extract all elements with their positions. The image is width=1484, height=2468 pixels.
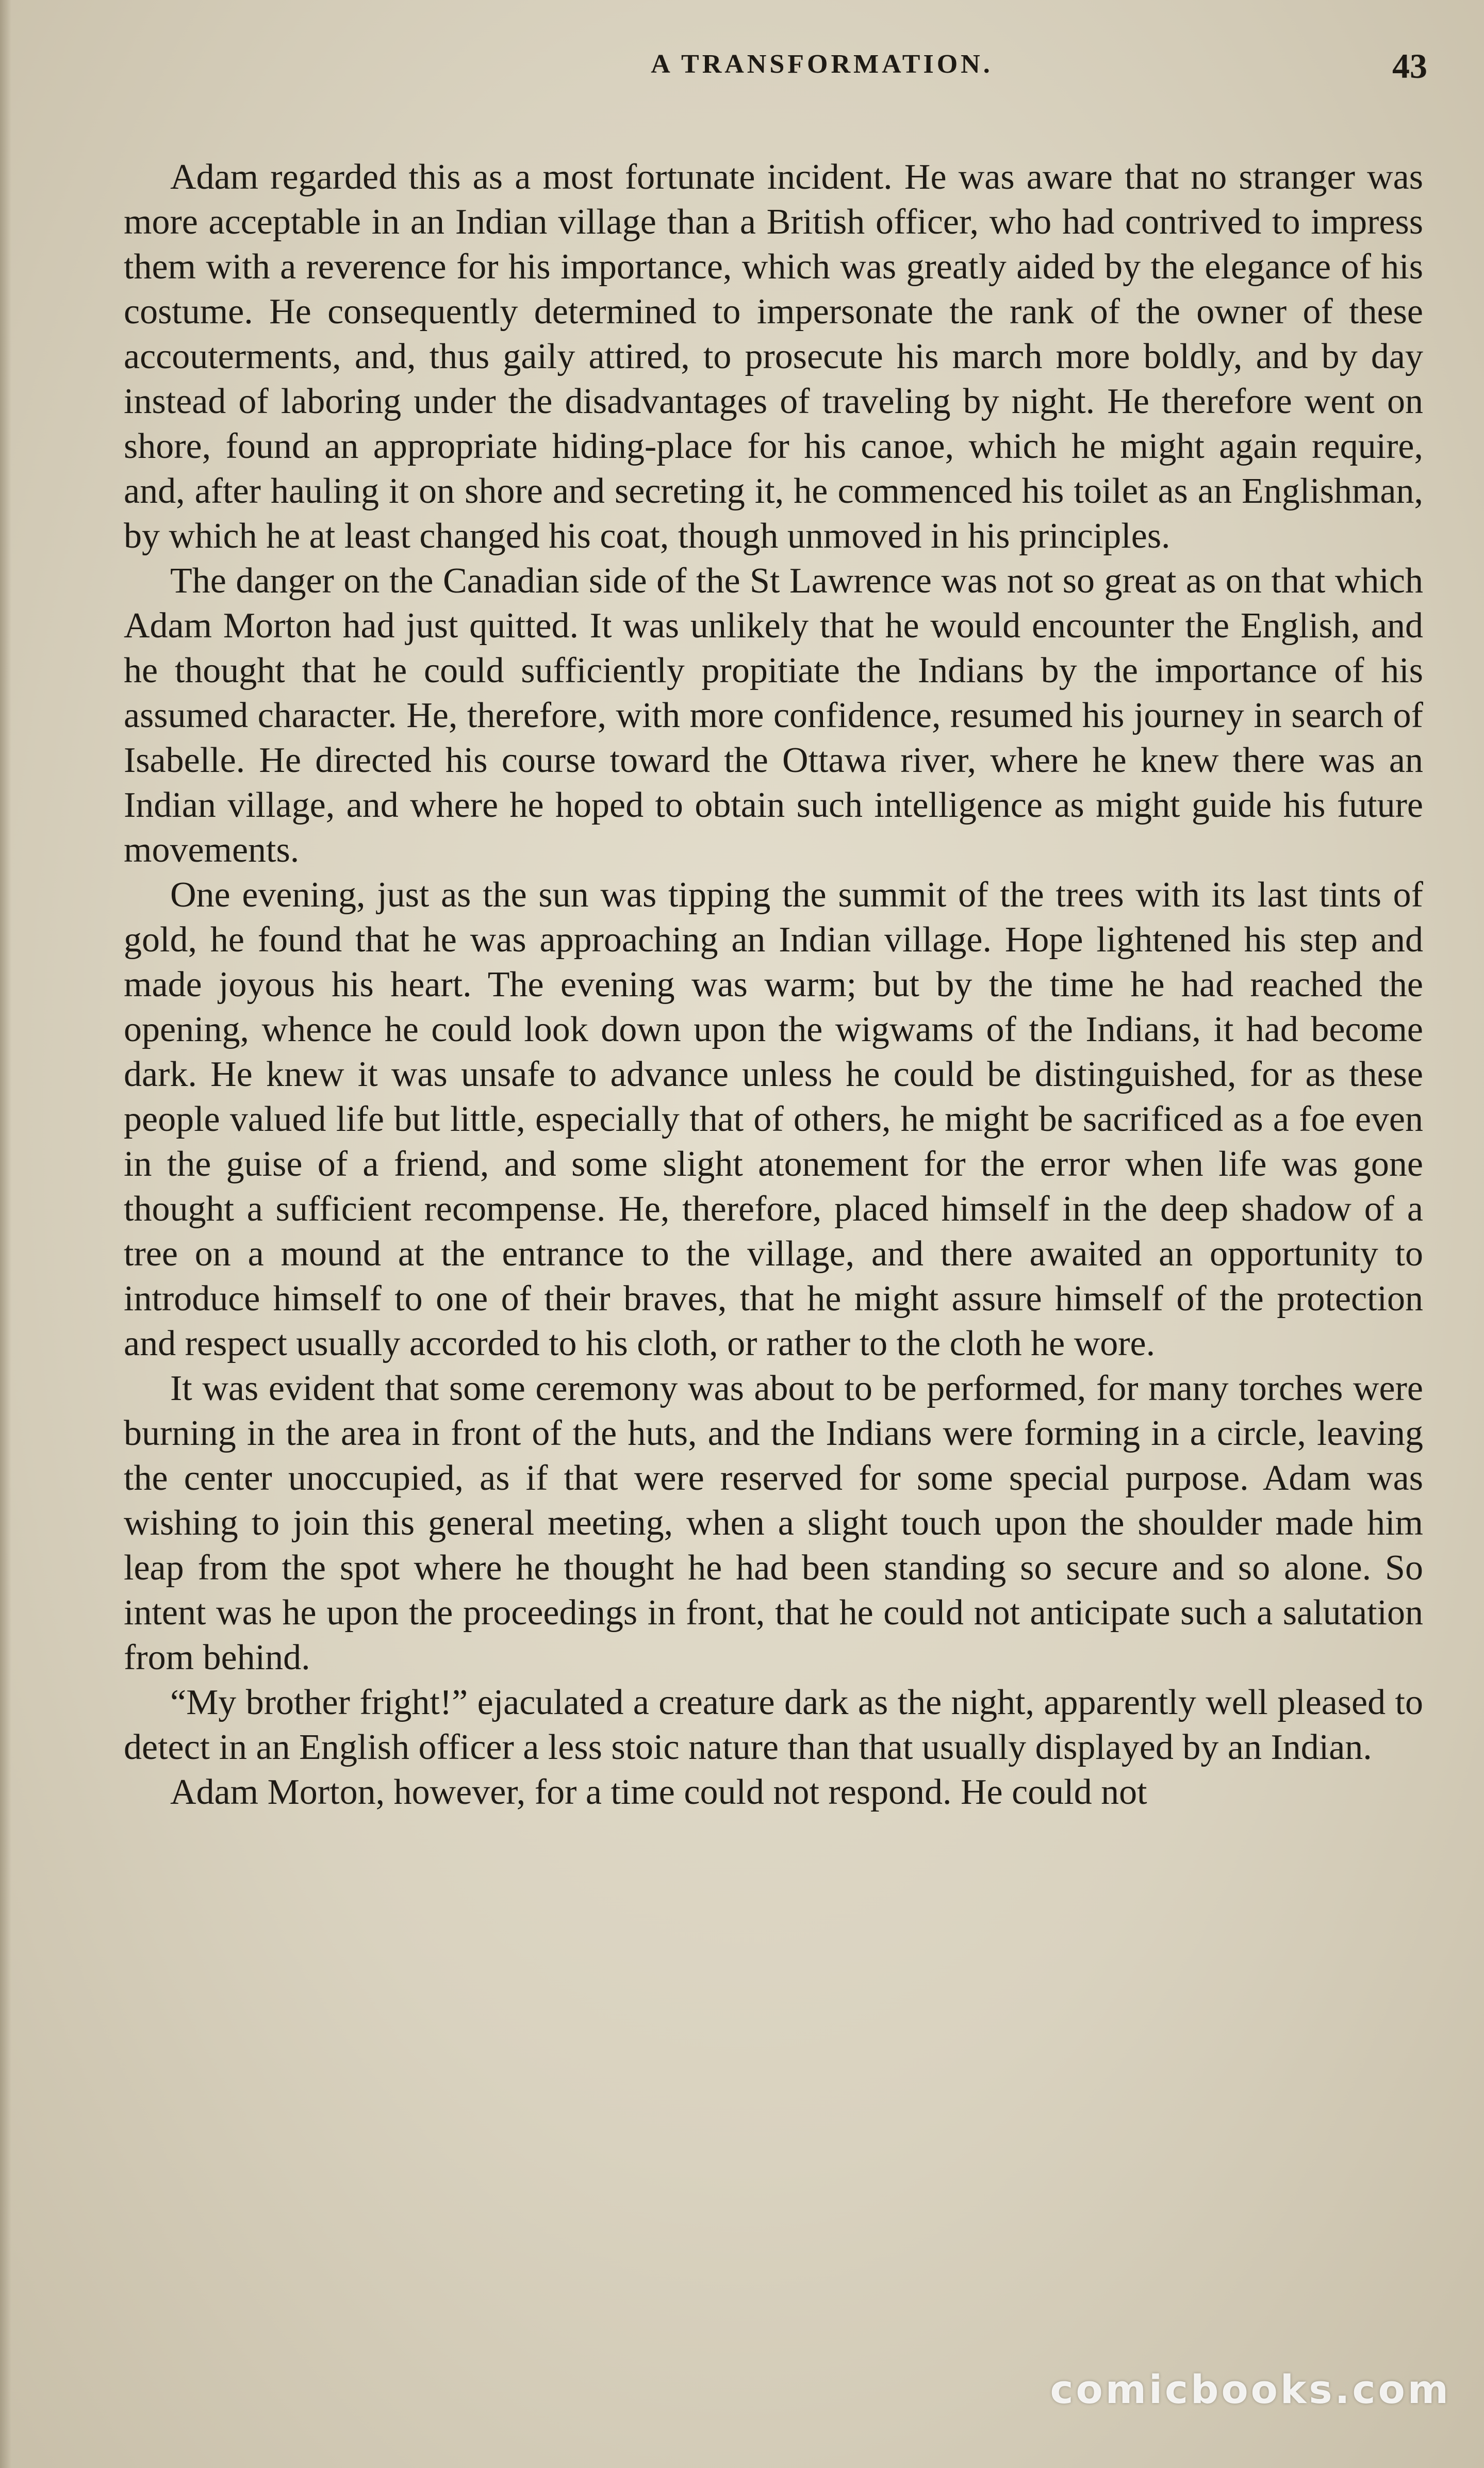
body-text [124,155,1423,1815]
paragraph: One evening, just as the sun was tipping the summit of the trees with its last tints of gold, he found that he was approaching an Indian village. Hope lightened his step and made joyous his heart. The evening was warm; but by the time he had reached the opening, whence he could look down upon the wigwams of the Indians, it had become dark. He knew it was unsafe to advance unless he could be distinguished, for as these people valued life but little, especially that of others, he might be sacrificed as a foe even in the guise of a friend, and some slight atonement for the error when life was gone thought a sufficient recompense. He, therefore, placed himself in the deep shadow of a tree on a mound at the entrance to the village, and there awaited an opportunity to introduce himself to one of their braves, that he might assure himself of the protection and respect usually accorded to his cloth, or rather to the cloth he wore. [124,875,1423,1363]
paragraph: Adam Morton, however, for a time could not respond. He could not [170,1772,1147,1812]
running-head: A TRANSFORMATION. [651,50,993,79]
page-edge-shadow [0,0,11,2468]
paragraph: “My brother fright!” ejaculated a creature dark as the night, apparently well pleased to detect in an English officer a less stoic nature than that usually displayed by an Indian. [124,1683,1423,1767]
paragraph: The danger on the Canadian side of the St Lawrence was not so great as on that which Adam Morton had just quitted. It was unlikely that he would encounter the English, and he thought that he could sufficiently propitiate the Indians by the importance of his assumed character. He, therefore, with more confidence, resumed his journey in search of Isabelle. He directed his course toward the Ottawa river, where he knew there was an Indian village, and where he hoped to obtain such intelligence as might guide his future movements. [124,561,1423,870]
watermark: comicbooks.com [1050,2366,1451,2412]
paragraph: It was evident that some ceremony was about to be performed, for many torches were burning in the area in front of the huts, and the Indians were forming in a circle, leaving the center unoccupied, as if that were reserved for some special purpose. Adam was wishing to join this general meeting, when a slight touch upon the shoulder made him leap from the spot where he thought he had been standing so secure and so alone. So intent was he upon the proceedings in front, that he could not anticipate such a salutation from behind. [124,1369,1423,1677]
page-header [124,46,1427,101]
page-number: 43 [1392,46,1427,86]
paragraph: Adam regarded this as a most fortunate incident. He was aware that no stranger was more acceptable in an Indian village than a British officer, who had contrived to impress them with a reverence for his importance, which was greatly aided by the elegance of his costume. He consequently determined to impersonate the rank of the owner of these accouterments, and, thus gaily attired, to prosecute his march more boldly, and by day instead of laboring under the disadvantages of traveling by night. He therefore went on shore, found an appropriate hiding-place for his canoe, which he might again require, and, after hauling it on shore and secreting it, he commenced his toilet as an Englishman, by which he at least changed his coat, though unmoved in his principles. [124,157,1423,556]
